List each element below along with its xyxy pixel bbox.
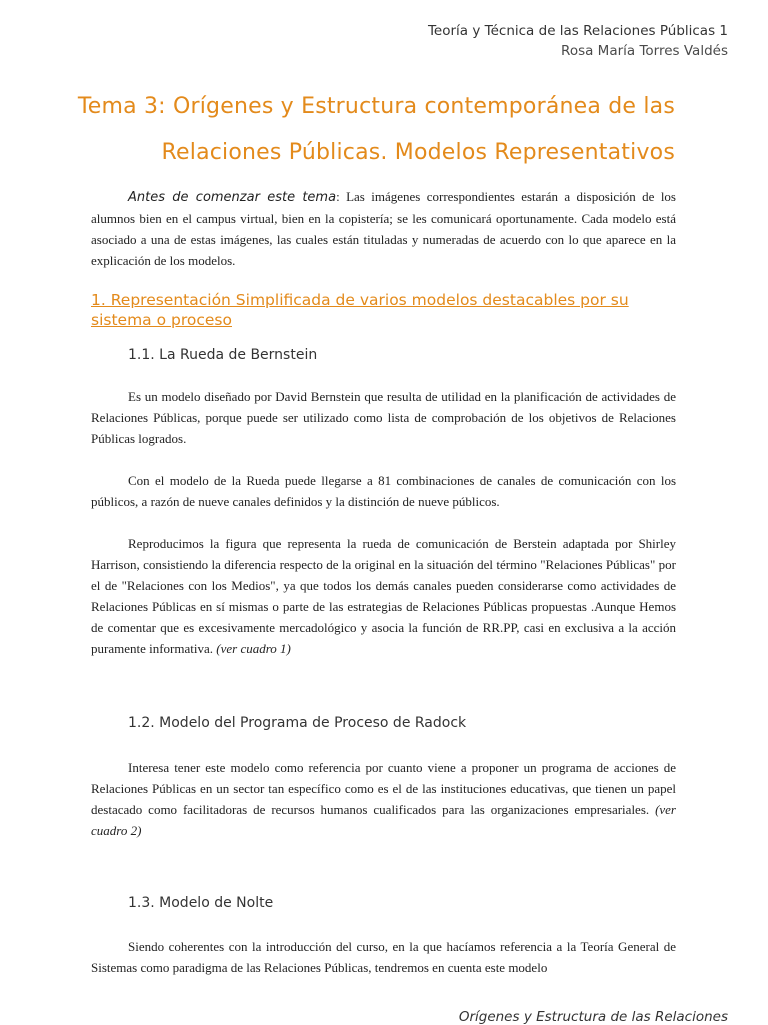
paragraph-text: Reproducimos la figura que representa la rueda de comunicación de Berstein adaptada por Shirley Harrison, consistiendo la diferencia respecto de la original en la situación del término "Relaciones Públicas" por el de "Relaciones con los Medios", ya que todos los demás canales pueden considerarse como actividades de Relaciones Públicas en sí mismas o parte de las estrategias de Relaciones Públicas propuestas .Aunque Hemos de comentar que es excesivamente mercadológico y asocia la función de RR.PP, casi en exclusiva a la acción puramente informativa. (91, 536, 676, 656)
section-1-3-heading: 1.3. Modelo de Nolte (128, 895, 274, 911)
title-line-2: Relaciones Públicas. Modelos Representativos (161, 140, 675, 165)
section-1-2-body (91, 757, 676, 841)
figure-reference: (ver cuadro 2) (91, 802, 676, 838)
paragraph: Es un modelo diseñado por David Bernstein que resulta de utilidad en la planificación de actividades de Relaciones Públicas, porque puede ser utilizado como lista de comprobación de los objetivos de Relaciones Públicas logrados. (91, 389, 676, 446)
page-header (428, 22, 728, 61)
section-1-1-body (91, 386, 676, 659)
paragraph: Siendo coherentes con la introducción del curso, en la que hacíamos referencia a la Teoría General de Sistemas como paradigma de las Relaciones Públicas, tendremos en cuenta este modelo (91, 939, 676, 975)
paragraph: Con el modelo de la Rueda puede llegarse a 81 combinaciones de canales de comunicación con los públicos, a razón de nueve canales definidos y la distinción de nueve públicos. (91, 473, 676, 509)
course-title: Teoría y Técnica de las Relaciones Públicas 1 (427, 23, 728, 39)
intro-lead: Antes de comenzar este tema (128, 190, 337, 205)
paragraph (91, 533, 676, 659)
title-line-1: Tema 3: Orígenes y Estructura contemporánea de las (77, 94, 675, 119)
document-title (75, 84, 675, 176)
section-1-heading: 1. Representación Simplificada de varios modelos destacables por su sistema o proceso (91, 291, 629, 329)
intro-paragraph (91, 186, 676, 271)
page-footer: Orígenes y Estructura de las Relaciones (458, 1009, 728, 1025)
section-1-3-body (91, 936, 676, 978)
section-1-1-heading: 1.1. La Rueda de Bernstein (128, 347, 318, 363)
paragraph (91, 757, 676, 841)
figure-reference: (ver cuadro 1) (216, 641, 291, 656)
intro-text: : Las imágenes correspondientes estarán a disposición de los alumnos bien en el campus virtual, bien en la copistería; se les comunicará oportunamente. Cada modelo está asociado a una de estas imágenes, las cuales están tituladas y numeradas de acuerdo con lo que aparece en la explicación de los modelos. (91, 189, 676, 268)
section-1-2-heading: 1.2. Modelo del Programa de Proceso de Radock (128, 715, 467, 731)
paragraph-text: Interesa tener este modelo como referencia por cuanto viene a proponer un programa de acciones de Relaciones Públicas en un sector tan específico como es el de las instituciones educativas, que tienen un papel destacado como facilitadoras de recursos humanos cualificados para las organizaciones empresariales. (91, 760, 676, 817)
author-name: Rosa María Torres Valdés (561, 43, 728, 59)
